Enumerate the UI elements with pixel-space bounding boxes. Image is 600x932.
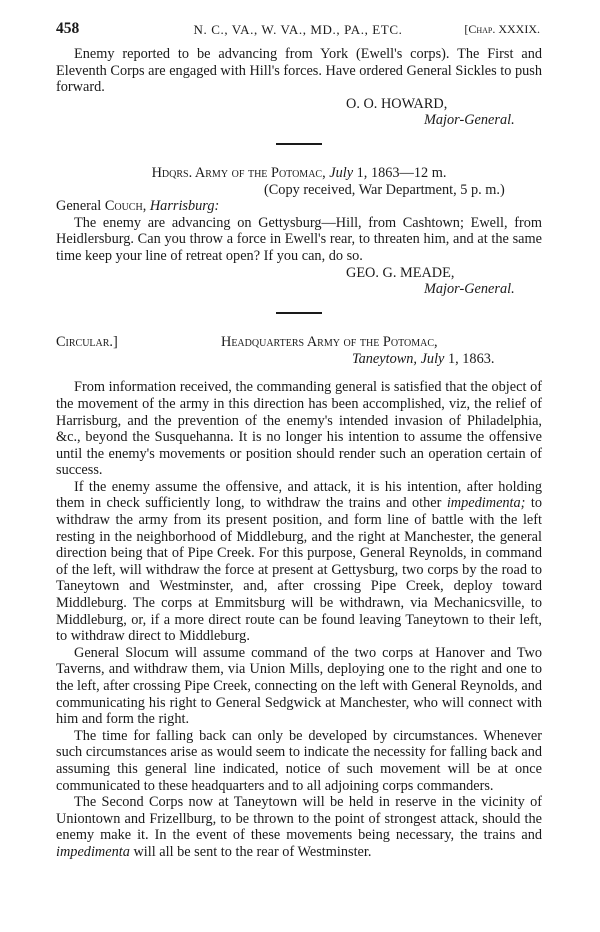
circular-place-date xyxy=(352,351,542,368)
dispatch2-addressee-place: Harrisburg: xyxy=(149,198,220,215)
dispatch2-addressee-title: General xyxy=(56,198,102,215)
para2-part-b: to withdraw the army from its present position, and form line of battle with the left resting in the neighborhood of Middleburg, and the right at Manchester, the general direction being that of Pipe Creek. For this purpose, General Reynolds, in command of the left, will withdraw the force at present at Gettysburg, two corps by the road to Taneytown and Westminster, and, after crossing Pipe Creek, deploy toward Middleburg. The corps at Emmitsburg will be withdrawn, via Mechanicsville, to Middleburg, or, if a more direct route can be found leaving Taneytown to their left, to withdraw direct to Middleburg. xyxy=(56,495,542,645)
dispatch2-heading-rest: 1, 1863—12 m. xyxy=(356,164,447,181)
dispatch2-heading-date: July xyxy=(329,164,354,181)
para5-part-b: will all be sent to the rear of Westminster. xyxy=(133,843,372,860)
section-divider xyxy=(276,312,322,314)
circular-paragraph-5 xyxy=(56,794,542,860)
dispatch2-heading xyxy=(56,165,542,182)
circular-place: Taneytown, July xyxy=(352,350,445,367)
dispatch2-copy-note: (Copy received, War Department, 5 p. m.) xyxy=(264,181,505,198)
circular-paragraph-2 xyxy=(56,479,542,645)
circular-label: Circular.] xyxy=(56,333,118,350)
dispatch2-heading-hq: Hdqrs. Army of the Potomac, xyxy=(151,164,326,181)
dispatch1-text: Enemy reported to be advancing from York (Ewell's corps). The First and Eleventh Corps are engaged with Hill's forces. Have ordered General Sickles to push forward. xyxy=(56,46,542,96)
dispatch2-rank: Major-General. xyxy=(424,281,515,298)
circular-paragraph-3: General Slocum will assume command of the two corps at Hanover and Two Taverns, and withdraw them, via Union Mills, deploying one to the right and one to the left, after crossing Pipe Creek, connecting on the left with General Reynolds, and communicating his right to General Sedgwick at Manchester, who will connect with him and form the right. xyxy=(56,644,542,728)
para5-italic: impedimenta xyxy=(56,843,130,860)
section-divider xyxy=(276,143,322,145)
page-number: 458 xyxy=(56,20,80,37)
circular-year: 1, 1863. xyxy=(447,350,495,367)
dispatch2-addressee xyxy=(56,198,542,215)
circular-hq: Headquarters Army of the Potomac, xyxy=(221,333,438,350)
circular-paragraph-4: The time for falling back can only be developed by circumstances. Whenever such circumstances arise as would seem to indicate the necessity for falling back and assuming this general line indicated, notice of such movement will be at once communicated to these headquarters and to all adjoining corps commanders. xyxy=(56,727,542,794)
running-title: N. C., VA., W. VA., MD., PA., ETC. xyxy=(193,22,403,37)
page-header xyxy=(56,20,540,42)
dispatch2-addressee-name: Couch, xyxy=(104,198,147,215)
spacer xyxy=(56,367,542,379)
dispatch1-rank: Major-General. xyxy=(424,112,515,129)
circular-paragraph-1: From information received, the commanding general is satisfied that the object of the movement of the army in this direction has been accomplished, viz, the relief of Harrisburg, and the prevention of the enemy's intended invasion of Philadelphia, &c., beyond the Susquehanna. It is no longer his intention to assume the offensive until the enemy's movements or position should render such an operation certain of success. xyxy=(56,379,542,479)
para2-italic: impedimenta; xyxy=(446,495,526,512)
circular-heading xyxy=(56,334,542,351)
chapter-label: [Chap. XXXIX. xyxy=(464,22,540,36)
page-body xyxy=(56,46,542,861)
dispatch2-signature: GEO. G. MEADE, xyxy=(346,264,455,281)
dispatch1-signature: O. O. HOWARD, xyxy=(346,95,448,112)
para2-part-a: If the enemy assume the offensive, and attack, it is his intention, after holding them in check sufficiently long, to withdraw the trains and other xyxy=(56,478,542,512)
para5-part-a: The Second Corps now at Taneytown will be held in reserve in the vicinity of Uniontown and Frizellburg, to be thrown to the point of strongest attack, should the enemy make it. In the event of these movements being necessary, the trains and xyxy=(56,794,542,844)
dispatch2-text: The enemy are advancing on Gettysburg—Hill, from Cashtown; Ewell, from Heidlersburg. Can you throw a force in Ewell's rear, to threaten him, and at the same time keep your line of retreat open? If you can, do so. xyxy=(56,214,542,264)
